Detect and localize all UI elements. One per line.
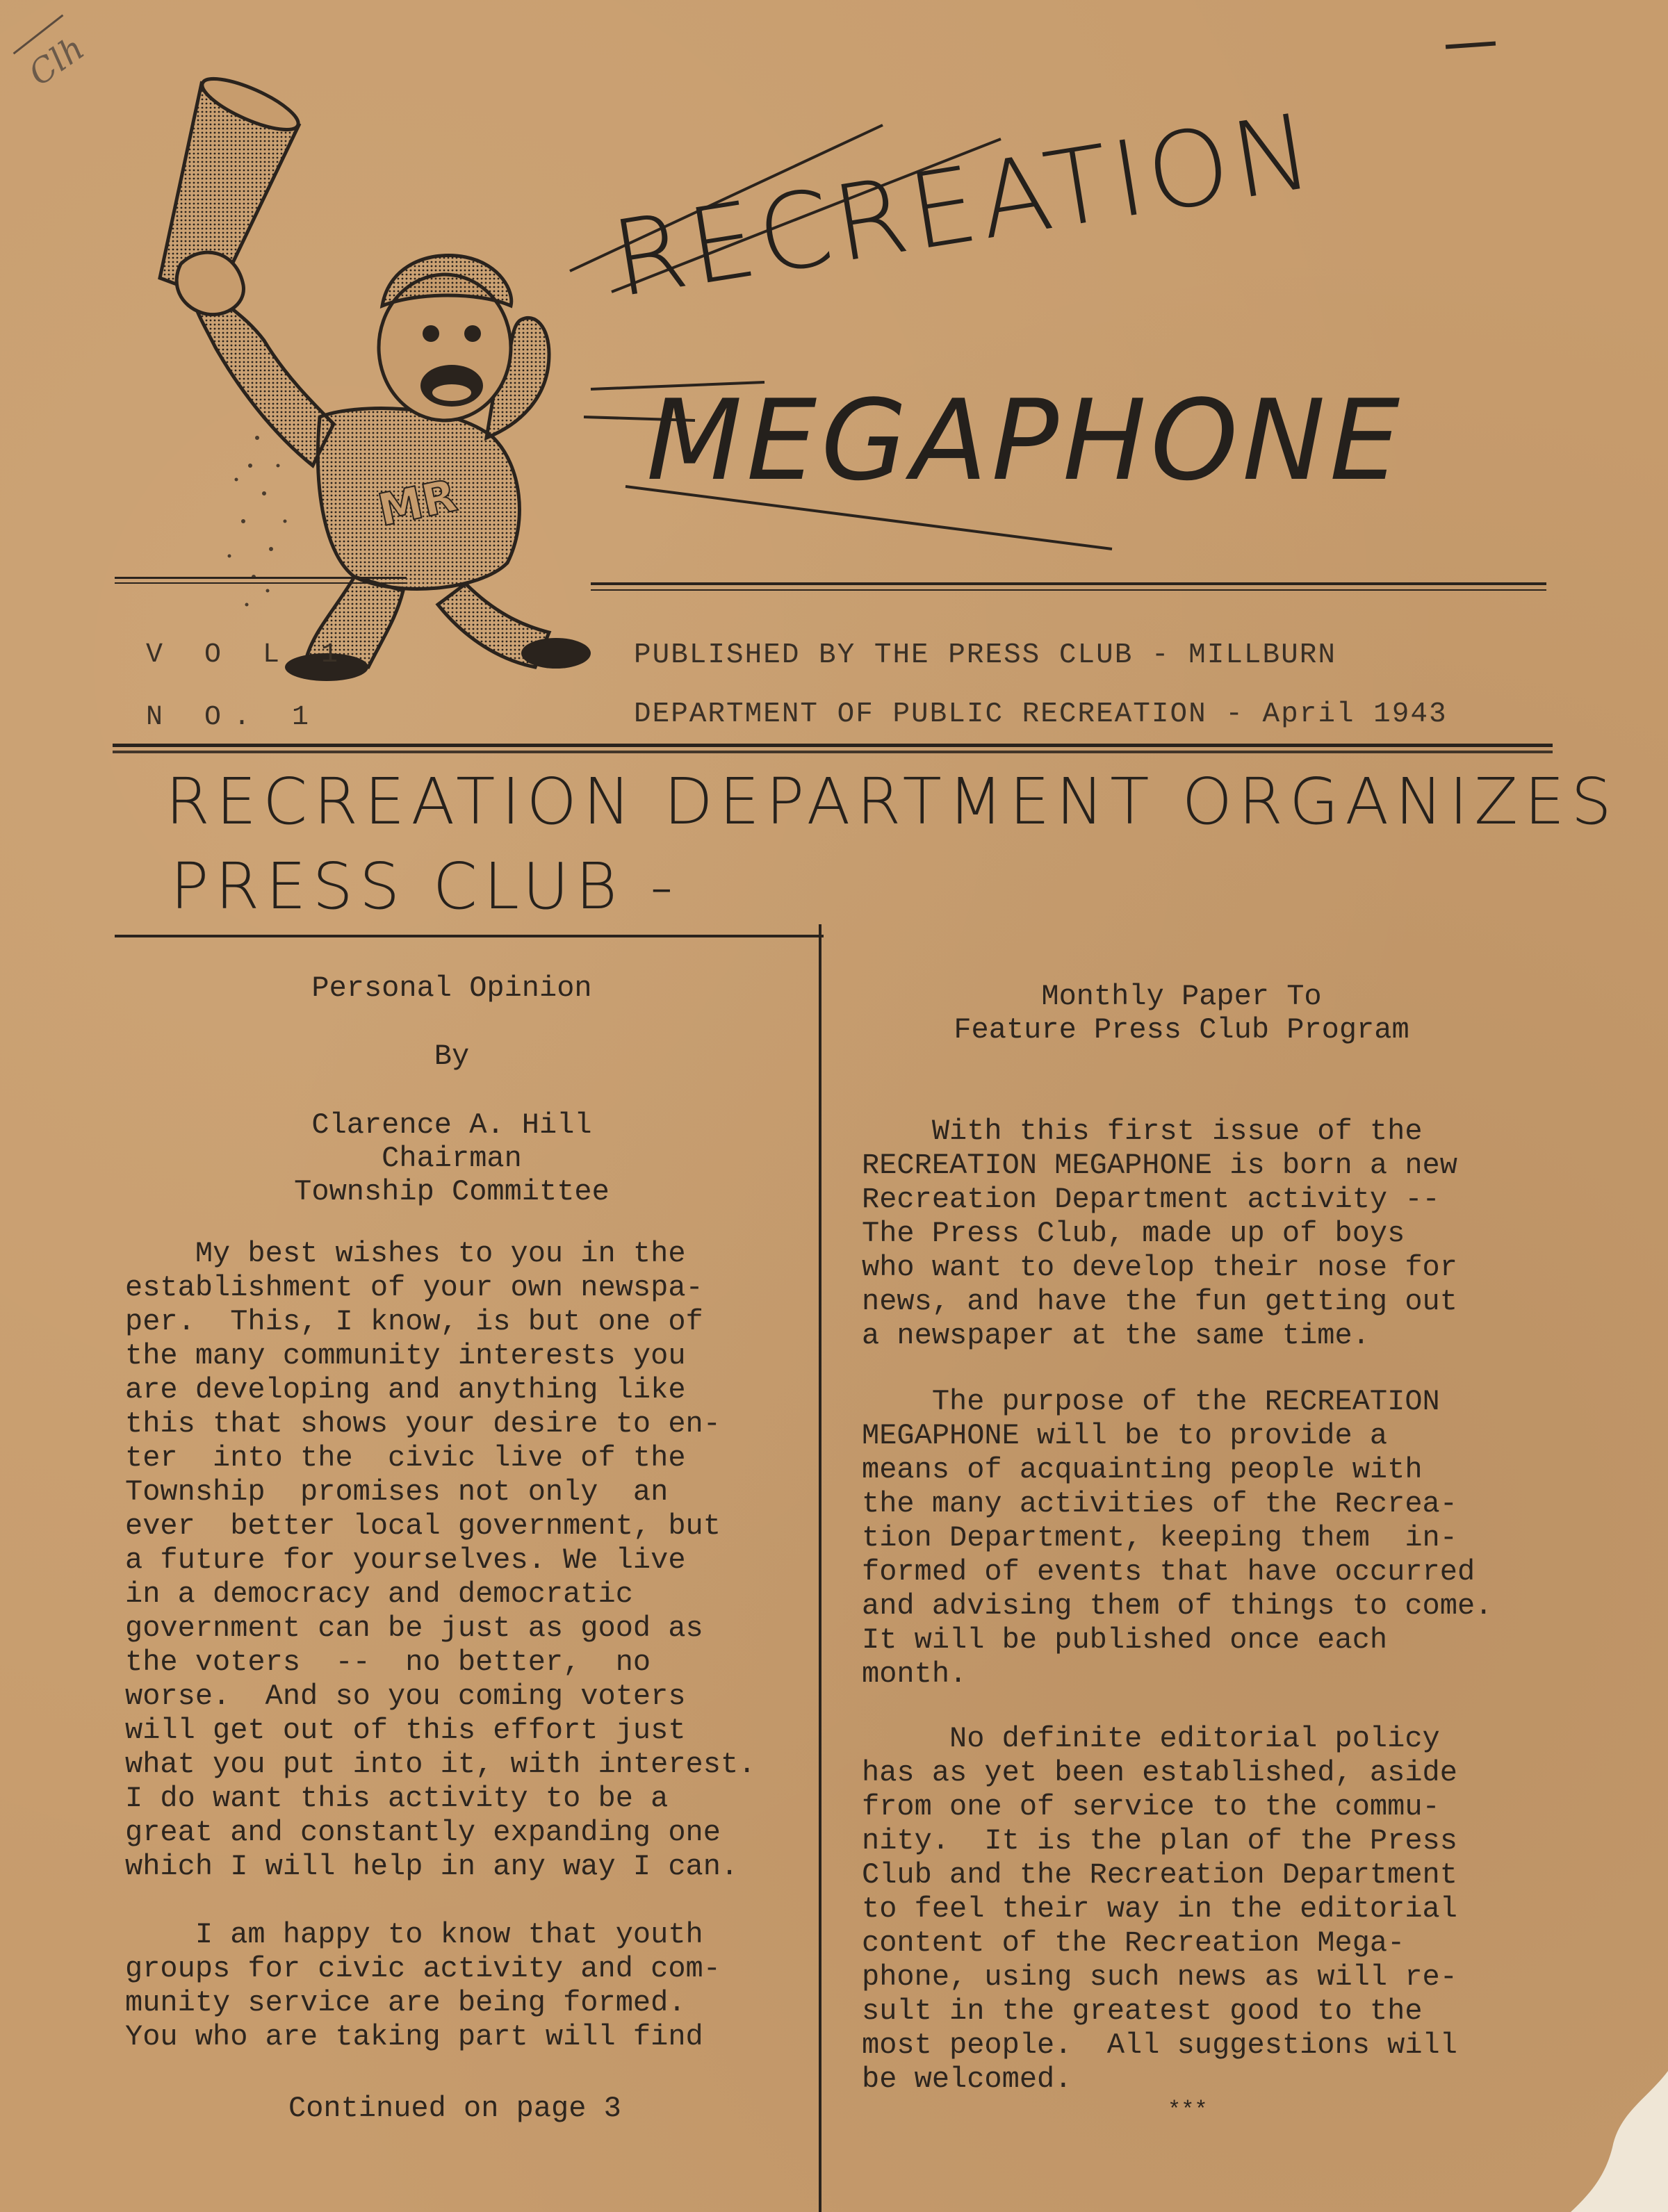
publisher-line2: DEPARTMENT OF PUBLIC RECREATION - April 1943 (634, 698, 1448, 730)
right-column-paragraph3 (862, 1722, 1457, 2097)
main-headline-line2: PRESS CLUB - (170, 849, 680, 924)
text-line: government can be just as good as (125, 1612, 703, 1645)
right-column-heading-line1: Monthly Paper To (1041, 980, 1322, 1013)
left-column-author: Clarence A. Hill (311, 1108, 592, 1142)
left-column-author-title2: Township Committee (294, 1175, 610, 1209)
text-line: means of acquainting people with (862, 1453, 1423, 1486)
text-line: will get out of this effort just (125, 1714, 686, 1747)
text-line: great and constantly expanding one (125, 1816, 721, 1849)
text-line: be welcomed. (862, 2063, 1072, 2096)
text-line: RECREATION MEGAPHONE is born a new (862, 1149, 1457, 1182)
text-line: are developing and anything like (125, 1373, 686, 1407)
masthead-rule-left-2 (115, 582, 407, 584)
text-line: the many activities of the Recrea- (862, 1487, 1457, 1521)
left-column-top-rule (115, 935, 824, 937)
torn-corner (1571, 2071, 1668, 2212)
masthead-rule-left (115, 577, 407, 579)
text-line: The purpose of the RECREATION (862, 1385, 1440, 1418)
text-line: and advising them of things to come. (862, 1589, 1493, 1623)
right-column-paragraph2 (862, 1385, 1492, 1691)
text-line: the many community interests you (125, 1339, 686, 1373)
text-line: nity. It is the plan of the Press (862, 1824, 1457, 1858)
text-line: most people. All suggestions will (862, 2029, 1457, 2062)
number-label: N O. 1 (146, 702, 322, 733)
continued-note: Continued on page 3 (288, 2092, 621, 2125)
right-column-paragraph1 (862, 1115, 1457, 1353)
masthead-title-line1: RECREATION (605, 90, 1324, 321)
text-line: My best wishes to you in the (125, 1237, 686, 1270)
text-line: from one of service to the commu- (862, 1790, 1440, 1824)
text-line: With this first issue of the (862, 1115, 1423, 1148)
text-line: You who are taking part will find (125, 2020, 703, 2054)
text-line: ter into the civic live of the (125, 1441, 686, 1475)
mascot-illustration (104, 76, 632, 681)
text-line: formed of events that have occurred (862, 1555, 1475, 1589)
text-line: who want to develop their nose for (862, 1251, 1457, 1284)
left-column-paragraph2 (125, 1918, 721, 2054)
text-line: I do want this activity to be a (125, 1782, 669, 1815)
left-column-paragraph1 (125, 1237, 755, 1884)
end-mark: *** (1168, 2097, 1208, 2123)
text-line: phone, using such news as will re- (862, 1960, 1457, 1994)
text-line: a newspaper at the same time. (862, 1319, 1370, 1352)
svg-text:MR: MR (373, 470, 461, 537)
left-column-byline: By (434, 1040, 470, 1073)
text-line: which I will help in any way I can. (125, 1850, 739, 1883)
masthead-rule-right (591, 582, 1546, 585)
text-line: The Press Club, made up of boys (862, 1217, 1405, 1250)
text-line: tion Department, keeping them in- (862, 1521, 1457, 1555)
text-line: No definite editorial policy (862, 1722, 1440, 1755)
volume-label: V O L 1 (146, 639, 351, 671)
main-headline-line1: RECREATION DEPARTMENT ORGANIZES (165, 764, 1618, 839)
masthead-rule-right-2 (591, 589, 1546, 591)
text-line: worse. And so you coming voters (125, 1680, 686, 1713)
publisher-line1: PUBLISHED BY THE PRESS CLUB - MILLBURN (634, 639, 1336, 671)
text-line: sult in the greatest good to the (862, 1994, 1423, 2028)
text-line: groups for civic activity and com- (125, 1952, 721, 1985)
text-line: I am happy to know that youth (125, 1918, 703, 1951)
text-line: establishment of your own newspa- (125, 1271, 703, 1304)
text-line: per. This, I know, is but one of (125, 1305, 703, 1338)
text-line: this that shows your desire to en- (125, 1407, 721, 1441)
text-line: It will be published once each (862, 1623, 1388, 1657)
text-line: Township promises not only an (125, 1475, 669, 1509)
text-line: what you put into it, with interest. (125, 1748, 756, 1781)
left-column-author-title1: Chairman (382, 1142, 522, 1175)
text-line: the voters -- no better, no (125, 1646, 651, 1679)
text-line: in a democracy and democratic (125, 1578, 633, 1611)
text-line: month. (862, 1657, 967, 1691)
text-line: ever better local government, but (125, 1509, 721, 1543)
text-line: has as yet been established, aside (862, 1756, 1457, 1789)
pencil-annotation: Clh (22, 28, 92, 94)
text-line: content of the Recreation Mega- (862, 1926, 1405, 1960)
text-line: news, and have the fun getting out (862, 1285, 1457, 1318)
text-line: Recreation Department activity -- (862, 1183, 1440, 1216)
masthead-title-line2: MEGAPHONE (646, 375, 1405, 505)
text-line: MEGAPHONE will be to provide a (862, 1419, 1388, 1452)
text-line: munity service are being formed. (125, 1986, 686, 2020)
ink-mark (1446, 41, 1496, 49)
header-rule-top (113, 744, 1553, 747)
right-column-heading-line2: Feature Press Club Program (954, 1013, 1409, 1047)
header-rule-bottom (113, 751, 1553, 753)
left-column-heading: Personal Opinion (311, 972, 592, 1005)
text-line: to feel their way in the editorial (862, 1892, 1457, 1926)
text-line: a future for yourselves. We live (125, 1543, 686, 1577)
column-divider (819, 924, 821, 2212)
text-line: Club and the Recreation Department (862, 1858, 1457, 1892)
